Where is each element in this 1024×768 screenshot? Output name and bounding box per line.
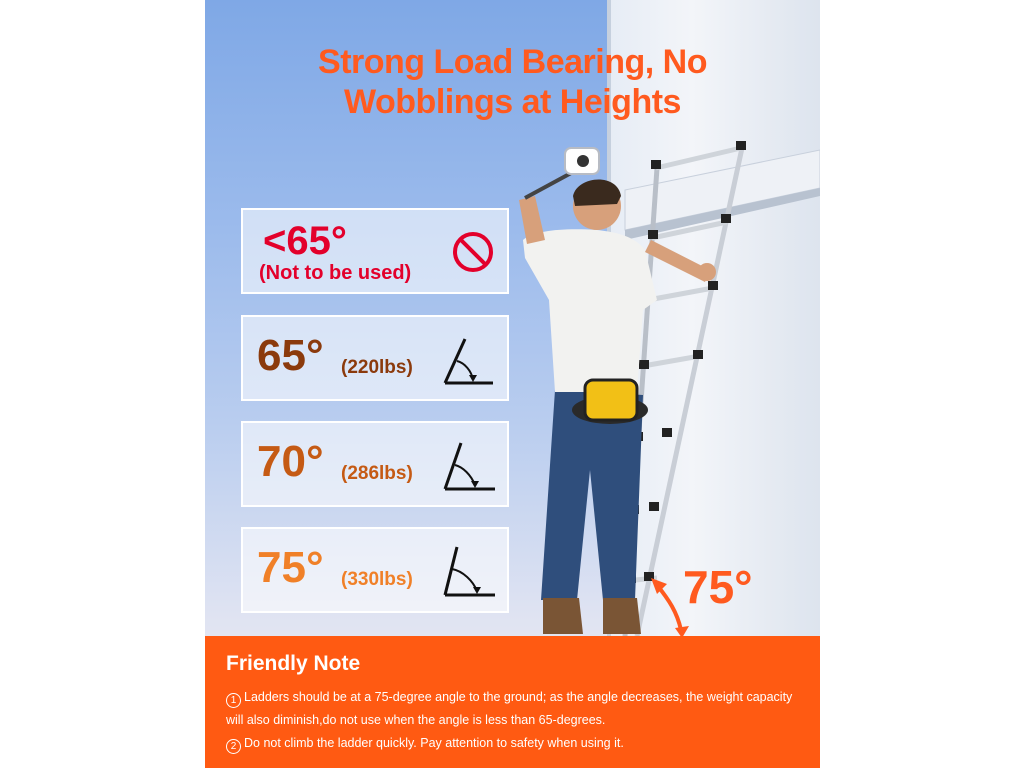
load-capacity: (286lbs) bbox=[341, 463, 413, 484]
number-circle-icon: 1 bbox=[226, 693, 241, 708]
note-item-1-continued: will also diminish,do not use when the angle is less than 65-degrees. bbox=[226, 713, 606, 727]
angle-card-65 bbox=[241, 315, 509, 401]
note-item-2-text: Do not climb the ladder quickly. Pay attention to safety when using it. bbox=[244, 736, 624, 750]
load-capacity: (330lbs) bbox=[341, 569, 413, 590]
angle-75-icon bbox=[439, 541, 499, 601]
angle-value: <65° bbox=[263, 219, 347, 263]
note-item-1 bbox=[226, 688, 792, 708]
note-item-2 bbox=[226, 734, 624, 754]
angle-value: 75° bbox=[257, 543, 324, 592]
load-capacity: (220lbs) bbox=[341, 357, 413, 378]
note-title: Friendly Note bbox=[226, 652, 361, 675]
note-item-1-text: Ladders should be at a 75-degree angle to the ground; as the angle decreases, the weight capacity bbox=[244, 690, 793, 704]
headline-line-1: Strong Load Bearing, No bbox=[318, 43, 707, 81]
headline-line-2: Wobblings at Heights bbox=[344, 83, 681, 121]
ladder-angle-label: 75° bbox=[683, 561, 753, 613]
prohibited-icon bbox=[451, 230, 495, 274]
angle-65-icon bbox=[439, 329, 499, 389]
angle-card-below-65 bbox=[241, 208, 509, 294]
angle-warning: (Not to be used) bbox=[259, 262, 412, 284]
number-circle-icon: 2 bbox=[226, 739, 241, 754]
angle-70-icon bbox=[439, 435, 499, 495]
angle-card-75 bbox=[241, 527, 509, 613]
product-poster bbox=[205, 0, 820, 768]
angle-value: 70° bbox=[257, 437, 324, 486]
friendly-note-panel bbox=[205, 636, 820, 768]
angle-value: 65° bbox=[257, 331, 324, 380]
headline bbox=[205, 42, 820, 122]
angle-card-70 bbox=[241, 421, 509, 507]
